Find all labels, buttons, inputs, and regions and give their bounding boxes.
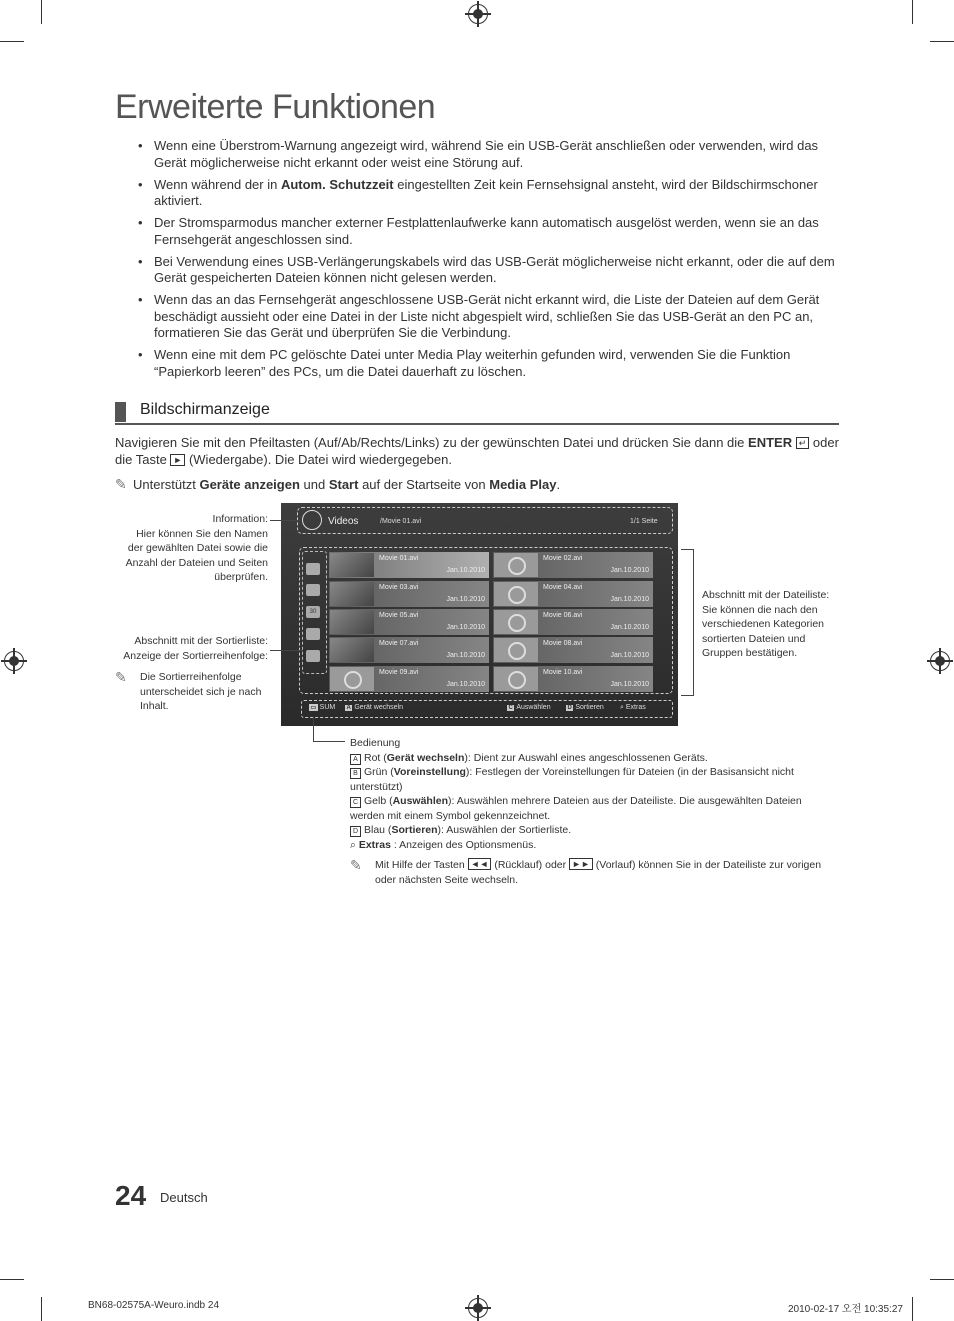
- file-name: Movie 04.avi: [543, 584, 583, 591]
- footer-extras[interactable]: ⌕ Extras: [620, 704, 646, 711]
- list-item: • Bei Verwendung eines USB-Verlängerungskabels wird das USB-Gerät möglicherweise nicht erkannt, oder die auf dem Gerät gespeicherten Dateien können nicht gelesen werden.: [137, 254, 837, 287]
- callout-info: Information: Hier können Sie den Namen der gewählten Datei sowie die Anzahl der Dateien und Seiten überprüfen.: [125, 513, 268, 583]
- section-divider: [115, 423, 839, 425]
- file-name: Movie 10.avi: [543, 669, 583, 676]
- enter-icon: ↵: [796, 437, 810, 449]
- file-date: Jan.10.2010: [446, 624, 485, 631]
- file-item[interactable]: [329, 581, 489, 607]
- list-item: • Wenn das an das Fernsehgerät angeschlossene USB-Gerät nicht erkannt wird, die Liste der Dateien auf dem Gerät beschädigt aussieht oder eine Datei in der Liste nicht abgespielt wird, schließen Sie das USB-Gerät an den PC an, formatieren Sie das Gerät und überprüfen Sie die Verbindung.: [137, 292, 837, 342]
- instructions-paragraph: Navigieren Sie mit den Pfeiltasten (Auf/Ab/Rechts/Links) zu der gewünschten Datei und drücken Sie dann die ENTER ↵ oder die Taste ► (Wiedergabe). Die Datei wird wiedergegeben.: [115, 435, 839, 467]
- file-item[interactable]: [329, 552, 489, 578]
- list-item: B Grün (Voreinstellung): Festlegen der Voreinstellungen für Dateien (in der Basisansicht nicht unterstützt): [350, 766, 794, 793]
- film-reel-icon: [494, 553, 538, 577]
- file-item[interactable]: [493, 581, 653, 607]
- tools-icon: ⌕: [620, 704, 626, 711]
- file-name: Movie 09.avi: [379, 669, 419, 676]
- crop-mark: [0, 41, 24, 42]
- fast-forward-icon: ►►: [569, 858, 593, 870]
- bedienung-title: Bedienung: [350, 737, 401, 749]
- film-reel-icon: [494, 582, 538, 606]
- footer-d[interactable]: D Sortieren: [567, 704, 604, 711]
- bedienung-block: [350, 736, 838, 887]
- header-path: /Movie 01.avi: [380, 518, 422, 525]
- print-footer-date: 2010-02-17 오전 10:35:27: [788, 1304, 903, 1315]
- video-thumbnail: [330, 582, 374, 606]
- section-title: Bildschirmanzeige: [140, 401, 270, 418]
- callout-line: [270, 520, 300, 521]
- file-name: Movie 03.avi: [379, 584, 419, 591]
- film-reel-icon: [302, 510, 322, 530]
- crop-mark: [912, 0, 913, 24]
- note-line: ✎ Unterstützt Geräte anzeigen und Start auf der Startseite von Media Play.: [115, 476, 561, 492]
- file-name: Movie 01.avi: [379, 555, 419, 562]
- crop-mark: [41, 0, 42, 24]
- file-date: Jan.10.2010: [610, 596, 649, 603]
- film-reel-icon: [494, 638, 538, 662]
- note-pencil-icon: ✎: [350, 857, 362, 873]
- list-item: A Rot (Gerät wechseln): Dient zur Auswahl eines angeschlossenen Geräts.: [350, 751, 838, 766]
- callout-sort-note: ✎ Die Sortierreihenfolge unterscheidet sich je nach Inhalt.: [115, 669, 262, 712]
- tools-icon: ⌕: [350, 838, 359, 851]
- grid-icon[interactable]: [306, 584, 320, 596]
- file-item[interactable]: [493, 609, 653, 635]
- registration-mark-icon: [930, 651, 950, 671]
- file-name: Movie 02.avi: [543, 555, 583, 562]
- file-name: Movie 05.avi: [379, 612, 419, 619]
- film-reel-icon: [494, 610, 538, 634]
- list-item: D Blau (Sortieren): Auswählen der Sortierliste.: [350, 823, 838, 838]
- file-name: Movie 07.avi: [379, 640, 419, 647]
- rewind-icon: ◄◄: [468, 858, 492, 870]
- footer-a[interactable]: A Gerät wechseln: [346, 704, 403, 711]
- callout-filelist: Abschnitt mit der Dateiliste: Sie können die nach den verschiedenen Kategorien sortierten Dateien und Gruppen bestätigen.: [702, 589, 830, 659]
- file-item[interactable]: [493, 637, 653, 663]
- list-item: • Wenn eine mit dem PC gelöschte Datei unter Media Play weiterhin gefunden wird, verwenden Sie die Funktion “Papierkorb leeren” des PCs, um die Datei dauerhaft zu löschen.: [137, 347, 837, 380]
- list-item: C Gelb (Auswählen): Auswählen mehrere Dateien aus der Dateiliste. Die ausgewählten Dateien werden mit einem Symbol gekennzeichnet.: [350, 795, 802, 822]
- file-date: Jan.10.2010: [610, 624, 649, 631]
- file-date: Jan.10.2010: [446, 596, 485, 603]
- usb-icon: ▭: [310, 705, 317, 711]
- page-title: Erweiterte Funktionen: [115, 88, 436, 126]
- file-item[interactable]: [329, 637, 489, 663]
- footer-c[interactable]: C Auswählen: [508, 704, 551, 711]
- star-icon[interactable]: [306, 650, 320, 662]
- list-item: • Der Stromsparmodus mancher externer Festplattenlaufwerke kann automatisch ausgelöst werden, wenn sie an das Fernsehgerät angeschlossen sind.: [137, 215, 837, 248]
- file-name: Movie 06.avi: [543, 612, 583, 619]
- film-reel-icon: [330, 667, 374, 691]
- file-item[interactable]: [493, 552, 653, 578]
- filelist-bracket: [681, 549, 694, 696]
- callout-sort: Abschnitt mit der Sortierliste: Anzeige der Sortierreihenfolge:: [123, 635, 268, 662]
- calendar-icon[interactable]: 30: [306, 606, 320, 618]
- header-page: 1/1 Seite: [630, 518, 658, 525]
- video-thumbnail: [330, 553, 374, 577]
- file-item[interactable]: [493, 666, 653, 692]
- callout-line: [313, 717, 314, 742]
- file-item[interactable]: [329, 666, 489, 692]
- film-reel-icon: [494, 667, 538, 691]
- play-icon: ►: [170, 454, 185, 466]
- crop-mark: [912, 1297, 913, 1321]
- crop-mark: [0, 1279, 24, 1280]
- note-pencil-icon: ✎: [115, 669, 127, 685]
- bedienung-note: ✎ Mit Hilfe der Tasten ◄◄ (Rücklauf) oder ►► (Vorlauf) können Sie in der Dateiliste zur vorigen oder nächsten Seite wechseln.: [350, 857, 822, 886]
- bullet-list: [137, 138, 837, 386]
- page-number: 24: [115, 1180, 147, 1211]
- crop-mark: [930, 41, 954, 42]
- page-language: Deutsch: [160, 1190, 208, 1205]
- list-item: ⌕ Extras : Anzeigen des Optionsmenüs.: [350, 838, 537, 851]
- video-thumbnail: [330, 610, 374, 634]
- registration-mark-icon: [468, 1298, 488, 1318]
- print-footer-file: BN68-02575A-Weuro.indb 24: [88, 1300, 220, 1311]
- file-date: Jan.10.2010: [610, 681, 649, 688]
- section-marker: [115, 402, 126, 422]
- crop-mark: [41, 1297, 42, 1321]
- footer-sum: ▭ SUM: [310, 704, 336, 711]
- video-thumbnail: [330, 638, 374, 662]
- callout-line: [313, 741, 345, 742]
- header-category: Videos: [328, 516, 359, 527]
- file-date: Jan.10.2010: [610, 652, 649, 659]
- note-pencil-icon: ✎: [115, 476, 127, 492]
- registration-mark-icon: [4, 651, 24, 671]
- registration-mark-icon: [468, 4, 488, 24]
- file-date: Jan.10.2010: [446, 652, 485, 659]
- crop-mark: [930, 1279, 954, 1280]
- list-item: • Wenn eine Überstrom-Warnung angezeigt wird, während Sie ein USB-Gerät anschließen oder verwenden, wird das Gerät möglicherweise nicht erkannt oder weist eine Störung auf.: [137, 138, 837, 171]
- file-name: Movie 08.avi: [543, 640, 583, 647]
- list-item: • Wenn während der in Autom. Schutzzeit eingestellten Zeit kein Fernsehsignal ansteht, wird der Bildschirmschoner aktiviert.: [137, 177, 837, 210]
- folder-icon[interactable]: [306, 563, 320, 575]
- list-icon[interactable]: [306, 628, 320, 640]
- file-date: Jan.10.2010: [446, 567, 485, 574]
- file-date: Jan.10.2010: [446, 681, 485, 688]
- file-date: Jan.10.2010: [610, 567, 649, 574]
- file-item[interactable]: [329, 609, 489, 635]
- callout-line: [270, 650, 303, 651]
